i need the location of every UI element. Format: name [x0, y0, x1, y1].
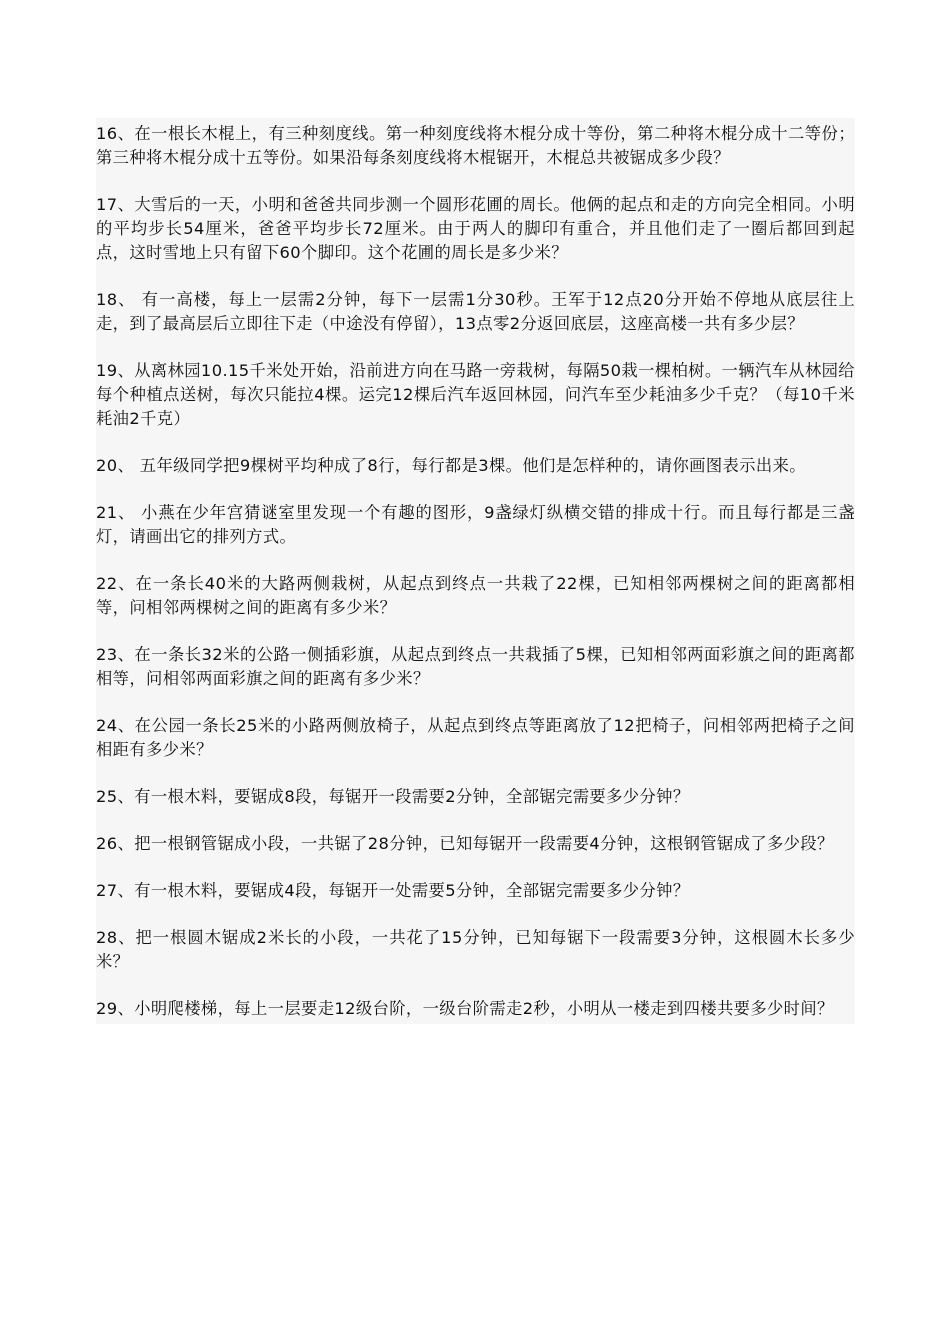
problem-list — [96, 118, 855, 1024]
problem-24: 24、在公园一条长25米的小路两侧放椅子，从起点到终点等距离放了12把椅子，问相邻两把椅子之间相距有多少米？ — [96, 716, 855, 759]
problem-16: 16、在一根长木棍上，有三种刻度线。第一种刻度线将木棍分成十等份，第二种将木棍分成十二等份；第三种将木棍分成十五等份。如果沿每条刻度线将木棍锯开，木棍总共被锯成多少段？ — [96, 124, 855, 167]
problem-28: 28、把一根圆木锯成2米长的小段，一共花了15分钟，已知每锯下一段需要3分钟，这根圆木长多少米？ — [96, 928, 855, 971]
problem-17: 17、大雪后的一天，小明和爸爸共同步测一个圆形花圃的周长。他俩的起点和走的方向完全相同。小明的平均步长54厘米，爸爸平均步长72厘米。由于两人的脚印有重合，并且他们走了一圈后都回到起点，这时雪地上只有留下60个脚印。这个花圃的周长是多少米？ — [96, 195, 855, 262]
problem-20: 20、 五年级同学把9棵树平均种成了8行，每行都是3棵。他们是怎样种的，请你画图表示出来。 — [96, 456, 806, 475]
problem-21: 21、 小燕在少年宫猜谜室里发现一个有趣的图形，9盏绿灯纵横交错的排成十行。而且每行都是三盏灯，请画出它的排列方式。 — [96, 503, 855, 546]
problem-23: 23、在一条长32米的公路一侧插彩旗，从起点到终点一共栽插了5棵，已知相邻两面彩旗之间的距离都相等，问相邻两面彩旗之间的距离有多少米？ — [96, 645, 855, 688]
problem-27: 27、有一根木料，要锯成4段，每锯开一处需要5分钟，全部锯完需要多少分钟？ — [96, 881, 690, 900]
problem-18: 18、 有一高楼，每上一层需2分钟，每下一层需1分30秒。王军于12点20分开始不停地从底层往上走，到了最高层后立即往下走（中途没有停留），13点零2分返回底层，这座高楼一共有多少层？ — [96, 290, 855, 333]
problem-22: 22、在一条长40米的大路两侧栽树，从起点到终点一共栽了22棵，已知相邻两棵树之间的距离都相等，问相邻两棵树之间的距离有多少米？ — [96, 574, 855, 617]
problem-26: 26、把一根钢管锯成小段，一共锯了28分钟，已知每锯开一段需要4分钟，这根钢管锯成了多少段？ — [96, 834, 834, 853]
problem-29: 29、小明爬楼梯，每上一层要走12级台阶，一级台阶需走2秒，小明从一楼走到四楼共要多少时间？ — [96, 999, 834, 1018]
problem-25: 25、有一根木料，要锯成8段，每锯开一段需要2分钟，全部锯完需要多少分钟？ — [96, 787, 690, 806]
problem-19: 19、从离林园10.15千米处开始，沿前进方向在马路一旁栽树，每隔50栽一棵柏树。一辆汽车从林园给每个种植点送树，每次只能拉4棵。运完12棵后汽车返回林园，问汽车至少耗油多少千克？（每10千米耗油2千克） — [96, 361, 855, 428]
document-page — [96, 118, 855, 1024]
